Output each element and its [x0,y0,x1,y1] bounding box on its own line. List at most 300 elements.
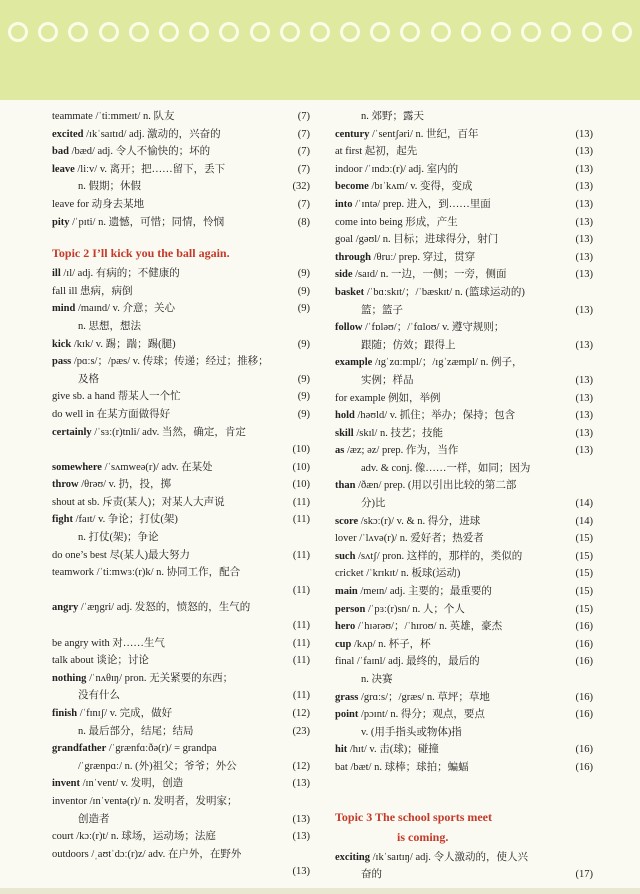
definition-text: /pɑːs/；/pæs/ v. 传球；传递；经过；推移； [71,356,269,368]
vocabulary-page [0,100,640,894]
headword: outdoors [52,848,89,860]
ring-icon [129,22,149,42]
vocab-entry [52,775,310,793]
headword: grass [335,691,359,703]
entry-continuation [52,723,310,741]
vocab-entry [52,214,310,232]
headword: for example [335,392,386,404]
definition-text: /həʊld/ v. 抓住；举办；保持；包含 [354,410,516,422]
vocab-entry [335,231,593,249]
vocab-entry [52,300,310,318]
definition-text: /kɔː(r)t/ n. 球场，运动场；法庭 [73,831,216,843]
vocab-entry [52,126,310,144]
headword: talk about [52,655,94,667]
definition-text: /skɔː(r)/ v. & n. 得分，进球 [358,515,481,527]
topic-title-line: Topic 3 The school sports meet [335,809,493,824]
entry-continuation [335,866,593,884]
page-reference: (13) [575,163,593,175]
headword: become [335,181,369,193]
headword: into [335,198,353,210]
definition-text: /ˈfɪnɪʃ/ v. 完成，做好 [77,708,173,719]
vocab-entry [52,459,310,477]
ring-icon [551,22,571,42]
vocab-entry [52,336,310,354]
vocab-entry [52,265,310,283]
headword: shout at sb. [52,496,100,508]
page-reference: (16) [575,761,593,773]
definition-text: 例如，举例 [385,392,441,404]
right-column [335,108,593,884]
headword: leave [52,163,75,175]
page-reference: (11) [292,690,310,702]
definition-text: /ˈpɪti/ n. 遗憾，可惜；同情，怜悯 [69,216,225,228]
vocab-entry [52,353,310,371]
vocab-entry [335,849,593,867]
page-reference: (15) [575,568,593,580]
page-reference: (7) [297,163,310,175]
ring-icon [219,22,239,42]
page-reference: (12) [292,708,310,719]
page-reference: (11) [292,496,310,508]
page-reference: (10) [292,444,310,456]
page-reference: (13) [575,392,593,404]
definition-text: n. 郊野；露天 [361,111,424,122]
ring-icon [280,22,300,42]
topic-title-line: Topic 2 I’ll kick you the ball again. [52,246,230,261]
definition-text: 患病，病倒 [77,285,133,297]
definition-text: /ˈtiːmwɜː(r)k/ n. 协同工作，配合 [94,567,241,579]
definition-text: 篮；篮子 [361,304,403,316]
definition-text: /ɪnˈvent/ v. 发明，创造 [80,778,184,790]
headword: hero [335,621,356,633]
vocab-entry [52,388,310,406]
definition-text: /sʌtʃ/ pron. 这样的，那样的，类似的 [355,550,523,562]
entry-continuation [335,671,593,689]
definition-text: /ˈbɑːskɪt/；/ˈbæskɪt/ n. (篮球运动的) [364,286,525,298]
ring-icon [461,22,481,42]
vocab-entry [335,741,593,759]
headword: invent [52,778,81,790]
vocab-entry [52,406,310,424]
page-reference: (16) [575,709,593,721]
page-reference: (9) [297,303,310,315]
headword: hit [335,744,348,756]
ring-icon [310,22,330,42]
definition-text: /skɪl/ n. 技艺；技能 [353,427,443,439]
page-reference: (13) [575,216,593,228]
definition-text: /ɪnˈventə(r)/ n. 发明者，发明家； [87,795,238,807]
ring-icon [521,22,541,42]
page-reference: (12) [292,760,310,772]
vocab-entry [335,706,593,724]
headword: bat [335,761,348,773]
definition-text: /saɪd/ n. 一边，一侧；一旁，侧面 [352,269,507,281]
ring-icon [8,22,28,42]
headword: grandfather [52,743,107,755]
ring-icon [582,22,602,42]
entry-continuation [52,811,310,829]
headword: inventor [52,795,87,807]
definition-text: 谈论；讨论 [93,655,149,667]
page-reference: (13) [292,866,310,878]
page-reference: (13) [575,128,593,140]
page-reference: (11) [292,584,310,596]
headword: exciting [335,851,370,863]
page-reference: (13) [575,339,593,351]
vocab-entry [335,583,593,601]
headword: through [335,251,371,263]
headword: fight [52,514,73,526]
definition-text: 分)比 [361,498,386,510]
page-reference: (14) [575,515,593,527]
definition-text: /ˈæŋgri/ adj. 发怒的，愤怒的，生气的 [78,602,251,614]
page-reference: (9) [297,408,310,420]
definition-text: /pɔɪnt/ n. 得分；观点，要点 [358,709,485,721]
definition-text: /ɪgˈzɑːmpl/；/ɪgˈzæmpl/ n. 例子， [372,357,523,369]
ring-icon [612,22,632,42]
page-reference: (13) [292,813,310,825]
definition-text: 在某方面做得好 [94,408,171,420]
headword: follow [335,322,363,334]
headword: excited [52,128,84,140]
definition-text: n. 假期；休假 [78,181,141,193]
vocab-entry [335,266,593,284]
page-reference: (16) [575,744,593,756]
vocab-entry [335,442,593,460]
headword: point [335,709,359,721]
definition-text: /ˈlʌvə(r)/ n. 爱好者；热爱者 [356,533,484,545]
vocab-entry [335,284,593,302]
page-reference: (15) [575,603,593,615]
definition-text: /ˈɪndɔː(r)/ adj. 室内的 [362,163,459,175]
page-reference: (10) [292,461,310,473]
vocab-entry [52,564,310,582]
vocab-entry [52,828,310,846]
headword: certainly [52,426,92,438]
vocab-entry [335,214,593,232]
definition-text: v. (用手指头或物体)指 [361,726,462,738]
headword: score [335,515,359,527]
definition-text: 及格 [78,373,99,385]
headword: at first [335,146,363,158]
topic-title-line: is coming. [397,829,449,844]
definition-text: /ˈfaɪnl/ adj. 最终的，最后的 [354,656,480,668]
definition-text: /liːv/ v. 离开；把……留下，丢下 [74,163,226,175]
definition-text: /hɪt/ v. 击(球)；碰撞 [347,744,439,756]
page-reference: (16) [575,621,593,633]
definition-text: /ˈsentʃəri/ n. 世纪，百年 [369,128,479,140]
page-reference: (13) [575,198,593,210]
definition-text: /ɪkˈsaɪtɪd/ adj. 激动的，兴奋的 [83,128,221,140]
definition-text: 帮某人一个忙 [115,391,181,403]
entry-continuation [52,758,310,776]
entry-continuation [335,302,593,320]
page-reference: (15) [575,586,593,598]
definition-text: /grɑːs/；/græs/ n. 草坪；草地 [358,691,490,703]
page-reference: (9) [297,268,310,280]
entry-continuation [52,178,310,196]
page-reference: (11) [292,549,310,561]
definition-text: /gəʊl/ n. 目标；进球得分，射门 [353,234,499,246]
page-reference: (8) [297,216,310,228]
definition-text: n. 打仗(架)；争论 [78,532,159,544]
vocab-entry [52,424,310,442]
page-reference: (11) [292,637,310,649]
definition-text: n. 决赛 [361,674,393,685]
ring-icon [431,22,451,42]
headword: such [335,550,356,562]
page-reference: (16) [575,691,593,703]
definition-text: /ˈpɜː(r)sn/ n. 人；个人 [365,603,465,615]
page-reference: (13) [292,778,310,790]
ring-icon [250,22,270,42]
page-reference: (7) [297,198,310,210]
page-reference: (7) [297,128,310,140]
vocab-entry [52,196,310,214]
headword: teamwork [52,567,94,579]
vocab-entry [335,249,593,267]
definition-text: n. 最后部分，结尾；结局 [78,725,194,737]
page-reference: (13) [575,269,593,281]
ring-icon [38,22,58,42]
vocab-entry [52,740,310,758]
definition-text: 形成，产生 [402,216,458,228]
headword: come into being [335,216,403,228]
vocab-entry [52,143,310,161]
definition-text: /bɪˈkʌm/ v. 变得，变成 [368,181,473,193]
vocab-entry [335,759,593,777]
ring-icon [99,22,119,42]
headword: court [52,831,74,843]
headword: example [335,357,373,369]
vocab-entry [52,547,310,565]
vocab-entry [335,390,593,408]
header-band [0,0,640,100]
bottom-decoration [0,888,640,894]
headword: bad [52,146,69,158]
page-reference: (23) [292,725,310,737]
page-reference: (13) [575,410,593,422]
definition-text: /æz; əz/ prep. 作为，当作 [344,445,459,457]
vocab-entry [335,513,593,531]
vocab-entry [335,407,593,425]
definition-text: 实例；样品 [361,374,414,386]
page-reference: (13) [575,445,593,457]
definition-text: 斥责(某人)；对某人大声说 [99,496,225,508]
definition-text: 没有什么 [78,690,120,702]
page-reference: (9) [297,391,310,403]
vocab-entry [335,319,593,337]
page-reference: (13) [292,831,310,843]
definition-text: /ˈsʌmweə(r)/ adv. 在某处 [101,461,213,473]
left-column [52,108,310,881]
vocab-entry [52,161,310,179]
headword: hold [335,410,355,422]
headword: cup [335,638,352,650]
definition-text: /ˈgrænpɑː/ n. (外)祖父；爷爷；外公 [78,760,237,772]
headword: do well in [52,408,94,420]
definition-text: 起初，起先 [362,146,418,158]
ring-icon [68,22,88,42]
page-reference: (13) [575,304,593,316]
page-reference: (13) [575,181,593,193]
headword: than [335,480,356,492]
definition-text: /bæd/ adj. 令人不愉快的；坏的 [68,146,211,158]
page-reference: (13) [575,374,593,386]
vocab-entry [335,548,593,566]
headword: main [335,586,358,598]
definition-text: /ˈgrænfɑːðə(r)/ = grandpa [106,743,217,755]
definition-text: /maɪnd/ v. 介意；关心 [75,303,175,315]
page-reference: (7) [297,111,310,122]
headword: pass [52,356,72,368]
entry-continuation [335,108,593,126]
definition-text: /θruː/ prep. 穿过，贯穿 [371,251,476,263]
page-reference: (16) [575,638,593,650]
page-reference: (7) [297,146,310,158]
definition-text: /faɪt/ v. 争论；打仗(架) [73,514,178,526]
entry-continuation [52,687,310,705]
page-reference: (9) [297,338,310,350]
headword: give sb. a hand [52,391,115,403]
vocab-entry [52,705,310,723]
vocab-entry [335,530,593,548]
headword: kick [52,338,72,350]
page-reference: (16) [575,656,593,668]
page-reference: (13) [575,251,593,263]
topic-heading [335,807,593,847]
page-reference: (13) [575,146,593,158]
headword: lover [335,533,357,545]
definition-text: n. 思想，想法 [78,320,141,332]
headword: as [335,445,345,457]
vocab-entry [52,494,310,512]
entry-continuation [335,372,593,390]
definition-text: /θrəʊ/ v. 扔，投，掷 [78,479,171,491]
vocab-entry [335,143,593,161]
definition-text: /ɪl/ adj. 有病的；不健康的 [60,268,180,280]
headword: final [335,656,355,668]
headword: fall ill [52,285,78,297]
page-reference: (9) [297,285,310,297]
definition-text: /ˈnʌθɪŋ/ pron. 无关紧要的东西； [86,672,234,684]
definition-text: 奋的 [361,869,382,881]
headword: do one’s best [52,549,107,561]
definition-text: 创造者 [78,813,110,825]
vocab-entry [52,793,310,811]
ring-icon [491,22,511,42]
vocab-entry [52,670,310,688]
headword: century [335,128,370,140]
vocab-entry [335,636,593,654]
definition-text: adv. & conj. 像……一样，如同；因为 [361,462,531,474]
ring-icon [340,22,360,42]
headword: skill [335,427,354,439]
vocab-entry [335,618,593,636]
headword: finish [52,708,78,719]
vocab-entry [52,846,310,864]
headword: somewhere [52,461,102,473]
definition-text: 尽(某人)最大努力 [106,549,190,561]
definition-text: /bæt/ n. 球棒；球拍；蝙蝠 [347,761,469,773]
headword: ill [52,268,61,280]
page-reference: (13) [575,234,593,246]
definition-text: /ɪkˈsaɪtɪŋ/ adj. 令人激动的，使人兴 [370,851,529,863]
headword: teammate [52,111,93,122]
vocab-entry [335,601,593,619]
page-reference: (14) [575,498,593,510]
definition-text: /kɪk/ v. 踢；踹；踢(腿) [71,338,176,350]
binder-rings [0,22,640,48]
definition-text: /ˈsɜː(r)tnli/ adv. 当然，确定，肯定 [91,426,246,438]
definition-text: /ˌaʊtˈdɔː(r)z/ adv. 在户外，在野外 [88,848,242,860]
headword: goal [335,234,354,246]
vocab-entry [335,196,593,214]
vocab-entry [52,283,310,301]
headword: side [335,269,353,281]
vocab-entry [335,354,593,372]
headword: be angry with [52,637,110,649]
headword: leave for [52,198,90,210]
definition-text: /meɪn/ adj. 主要的；最重要的 [357,586,492,598]
vocab-entry [52,511,310,529]
headword: indoor [335,163,363,175]
topic-heading [52,243,310,263]
page-reference: (15) [575,550,593,562]
page-reference: (32) [292,181,310,193]
vocab-entry [52,652,310,670]
vocab-entry [335,425,593,443]
entry-continuation [52,529,310,547]
entry-continuation [52,371,310,389]
ring-icon [370,22,390,42]
page-reference: (11) [292,620,310,632]
definition-text: /kʌp/ n. 杯子，杯 [351,638,431,650]
headword: nothing [52,672,87,684]
page-reference: (17) [575,869,593,881]
page-reference: (10) [292,479,310,491]
vocab-entry [335,653,593,671]
page-reference: (11) [292,514,310,526]
headword: throw [52,479,79,491]
vocab-entry [52,476,310,494]
headword: person [335,603,366,615]
definition-text: /ˈkrɪkɪt/ n. 板球(运动) [363,568,461,580]
ring-icon [400,22,420,42]
page-reference: (11) [292,655,310,667]
entry-continuation [52,318,310,336]
entry-continuation [335,495,593,513]
headword: mind [52,303,76,315]
headword: cricket [335,568,364,580]
definition-text: 跟随；仿效；跟得上 [361,339,456,351]
entry-continuation [335,460,593,478]
definition-text: /ðæn/ prep. (用以引出比较的第二部 [355,480,517,492]
definition-text: /ˈfɒləʊ/；/ˈfɑloʊ/ v. 遵守规则； [362,322,505,334]
definition-text: 对……生气 [109,637,165,649]
vocab-entry [52,108,310,126]
definition-text: 动身去某地 [89,198,145,210]
vocab-entry [335,178,593,196]
vocab-entry [335,161,593,179]
entry-continuation [335,337,593,355]
headword: pity [52,216,70,228]
definition-text: /ˈtiːmmeɪt/ n. 队友 [92,111,175,122]
page-reference: (9) [297,373,310,385]
definition-text: /ˈhɪərəʊ/；/ˈhɪroʊ/ n. 英雄，豪杰 [355,621,503,633]
headword: angry [52,602,79,614]
spacer [335,777,593,795]
